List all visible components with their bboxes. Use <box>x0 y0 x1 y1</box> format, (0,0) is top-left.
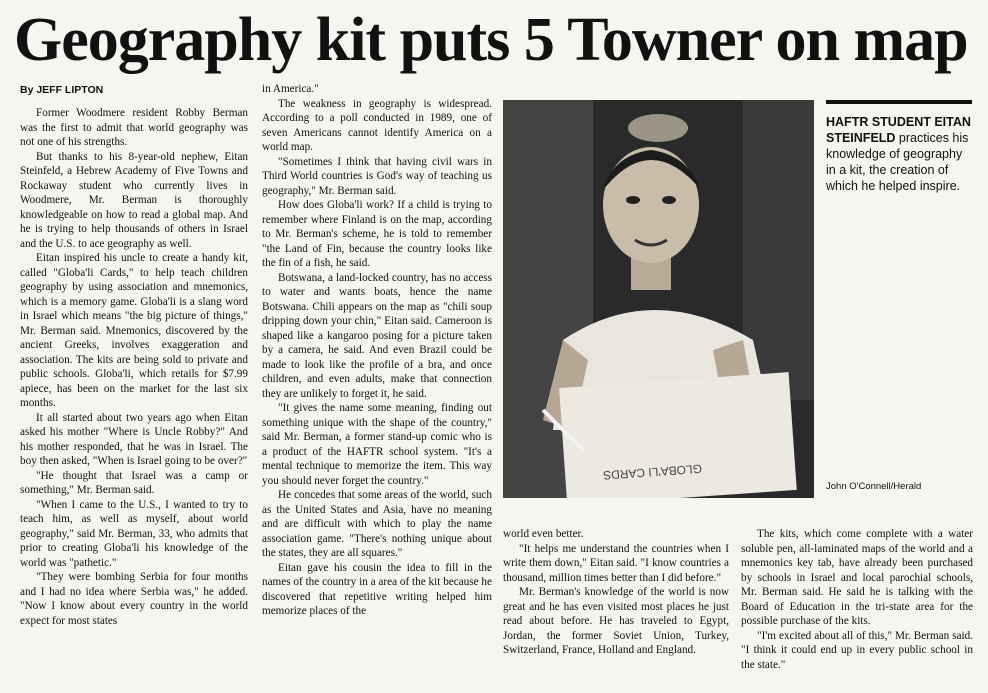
paragraph: "He thought that Israel was a camp or something," Mr. Berman said. <box>20 469 248 496</box>
paragraph: But thanks to his 8-year-old nephew, Eitan Steinfeld, a Hebrew Academy of Five Towns and Rockaway student who currently lives in Woodmere, Mr. Berman is thoroughly knowledgeable on how to read a global map. And he is trying to help thousands of others in Israel and the U.S. to ace geography as well. <box>20 150 248 250</box>
photo-credit: John O'Connell/Herald <box>826 481 922 492</box>
paragraph: "Sometimes I think that having civil wars in Third World countries is God's way of teaching us geography," Mr. Berman said. <box>262 155 492 197</box>
paragraph: world even better. <box>503 528 584 540</box>
paragraph: Mr. Berman's knowledge of the world is now great and he has even visited most places he just read about before. He has traveled to Egypt, Jordan, the former Soviet Union, Turkey, Switzerland, France, Holland and England. <box>503 586 729 656</box>
kit-cards-label: GLOBA'LI CARDS <box>602 461 703 483</box>
article-photo <box>503 100 814 498</box>
paragraph: "When I came to the U.S., I wanted to try to teach him, as well as myself, about world geography," said Mr. Berman, 33, who admits that prior to creating Globa'li his knowledge of the world was "pathetic." <box>20 498 248 569</box>
headline: Geography kit puts 5 Towner on map <box>14 6 968 74</box>
paragraph: He concedes that some areas of the world, such as the United States and Asia, have no meaning and are difficult with which to play the name association game. "There's nothing unique about the states, they are all squares." <box>262 489 492 559</box>
paragraph: It all started about two years ago when Eitan asked his mother "Where is Uncle Robby?" And his mother responded, that he was in Israel. The boy then asked, "When is Israel going to be over?" <box>20 411 248 467</box>
paragraph: "It helps me understand the countries when I write them down," Eitan said. "I know countries a thousand, million times better than I did before." <box>503 542 729 584</box>
paragraph: Former Woodmere resident Robby Berman was the first to admit that world geography was not one of his strengths. <box>20 107 248 148</box>
paragraph: in America." <box>262 83 319 95</box>
paragraph: "It gives the name some meaning, finding out something unique with the shape of the country," said Mr. Berman, a former stand-up comic who is a product of the HAFTR school system. "It's a mental technique to memorize the item. This way you should never forget the country." <box>262 402 492 487</box>
boy-with-kit-photo <box>503 100 814 498</box>
paragraph: The weakness in geography is widespread. According to a poll conducted in 1989, one of seven Americans cannot identify America on a world map. <box>262 97 492 153</box>
article-column-4 <box>741 527 973 691</box>
paragraph: The kits, which come complete with a water soluble pen, all-laminated maps of the world and a mnemonics key tab, have already been purchased by schools in Israel and local parochial schools, Mr. Berman said. He said he is talking with the Board of Education in the tri-state area for the possible purchase of the kits. <box>741 528 973 627</box>
article-column-3 <box>503 527 729 691</box>
paragraph: "They were bombing Serbia for four months and I had no idea where Serbia was," he added. "Now I know about every country in the world expect for most states <box>20 571 248 627</box>
caption-lead: HAFTR STUDENT EITAN STEINFELD <box>826 115 971 145</box>
paragraph: Eitan inspired his uncle to create a handy kit, called "Globa'li Cards," to help teach children geography by using association and mnemonics, which is a memory game. Globa'li is a slang word in Israel which means "the big picture of things," Mr. Berman said. Mnemonics, discovered by the ancient Greeks, involves exaggeration and association. The kits are being sold to private and public schools. Globa'li, which retails for $7.99 apiece, has been on the market for the last six months. <box>20 252 248 409</box>
paragraph: How does Globa'li work? If a child is trying to remember where Finland is on the map, according to Mr. Berman's scheme, he is told to remember "the Land of Fin, because the country looks like the fin of a fish, he said. <box>262 199 492 269</box>
caption-text: practices his knowledge of geography in a kit, the creation of which he helped inspire. <box>826 131 969 193</box>
caption-rule <box>826 100 972 104</box>
photo-caption <box>826 114 974 194</box>
paragraph: Botswana, a land-locked country, has no access to water and wants boats, hence the name Botswana. Chili appears on the map as "chili soup dripping down your chin," Eitan said. Cameroon is shaped like a kangaroo posing for a picture taken by a camera, he said. And even Brazil could be made to look like the profile of a bra, and once children, and even adults, make that connection they are unlikely to forget it, he said. <box>262 271 492 400</box>
paragraph: Eitan gave his cousin the idea to fill in the names of the country in a area of the kit because he discovered that repetitive writing helped him memorize places of the <box>262 561 492 617</box>
article-column-1 <box>20 106 248 691</box>
byline: By JEFF LIPTON <box>20 84 104 96</box>
paragraph: "I'm excited about all of this," Mr. Berman said. "I think it could end up in every public school in the state." <box>741 629 973 671</box>
article-column-2 <box>262 82 492 691</box>
